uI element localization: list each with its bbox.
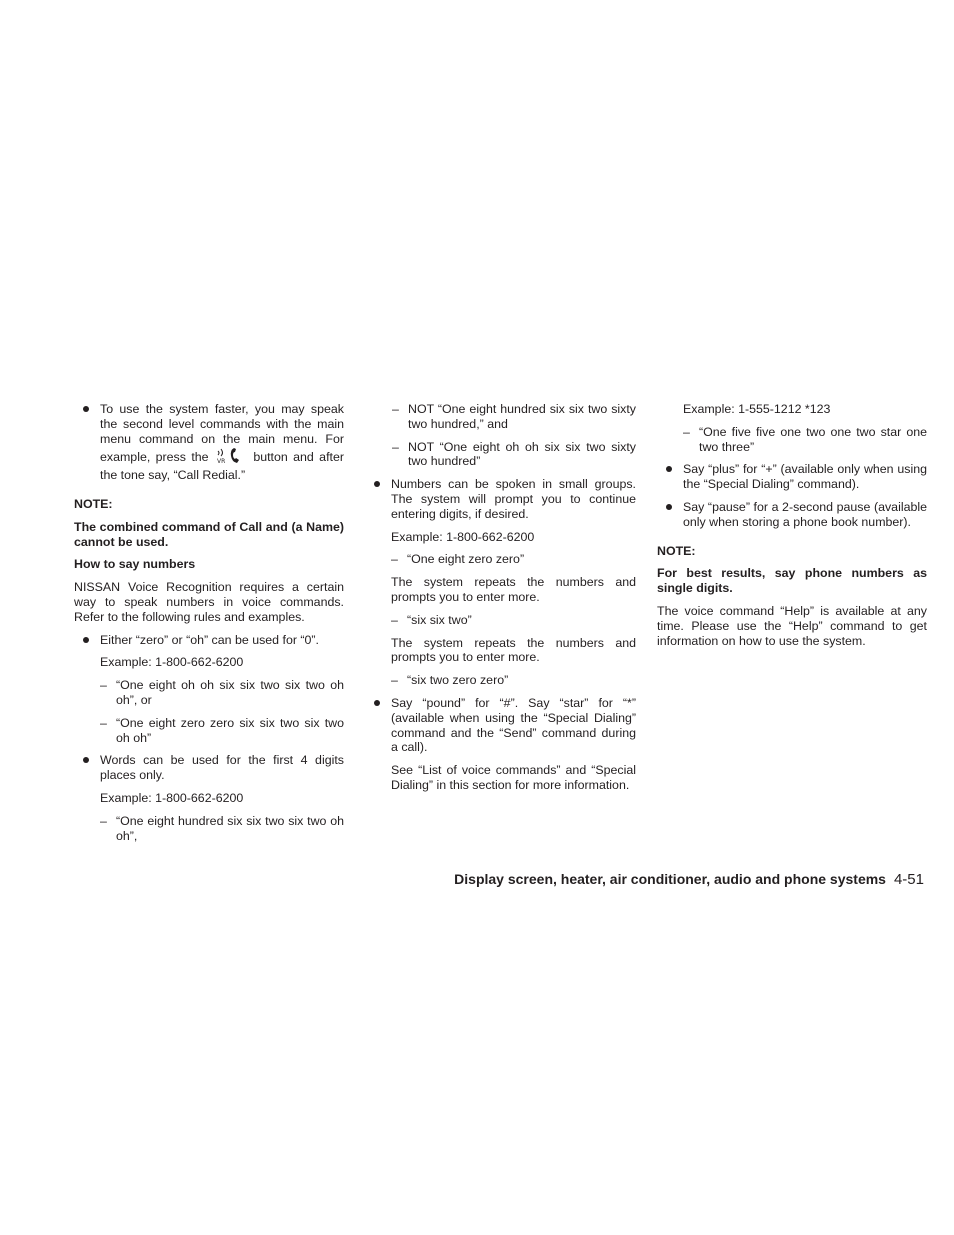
see-reference-text: See “List of voice commands” and “Special Dialing” in this section for more information. (391, 763, 636, 792)
bullet-dot (666, 466, 672, 472)
dash-item: – “One eight oh oh six six two six two oh oh”, or (100, 678, 344, 707)
footer-section-title: Display screen, heater, air conditioner, audio and phone systems (454, 871, 886, 887)
bullet-dot (374, 481, 380, 487)
phone-voice-icon (216, 446, 246, 468)
dash-item: – “One eight hundred six six two six two oh oh”, (100, 813, 344, 843)
bullet-dot (83, 406, 89, 412)
example-text: Example: 1-800-662-6200 (100, 790, 244, 805)
example-text: Example: 1-800-662-6200 (391, 529, 535, 544)
repeat-text: The system repeats the numbers and prompts you to enter more. (391, 575, 636, 604)
bullet-pause: Say “pause” for a 2-second pause (available only when storing a phone book number). (657, 500, 927, 530)
bullet-dot (666, 504, 672, 510)
bullet-zero-oh: Either “zero” or “oh” can be used for “0”. (74, 633, 344, 648)
intro-paragraph: NISSAN Voice Recognition requires a certain way to speak numbers in voice commands. Refer to the following rules and examples. (74, 580, 344, 624)
dash-item: – “six six two” (391, 612, 472, 627)
column-left (74, 402, 344, 851)
bullet-small-groups: Numbers can be spoken in small groups. The system will prompt you to continue entering digits, if desired. (374, 477, 636, 521)
svg-text:VR: VR (216, 458, 226, 465)
dash-item: – “One eight zero zero six six two six two oh oh” (100, 715, 344, 745)
note-heading: NOTE: (657, 543, 696, 558)
bullet-words-first-digits: Words can be used for the first 4 digits places only. (74, 753, 344, 783)
repeat-text: The system repeats the numbers and prompts you to enter more. (391, 635, 636, 665)
bullet-dot (83, 757, 89, 763)
dash-item: – “One five five one two one two star one two three” (683, 424, 927, 454)
dash-item: – NOT “One eight hundred six six two sixty two hundred,” and (392, 402, 636, 431)
bullet-dot (83, 637, 89, 643)
bullet-use-system-faster: To use the system faster, you may speak the second level commands with the main menu command on the main menu. For example, press the VR button and after the tone say, “Call Redial.” (74, 402, 344, 483)
note-heading: NOTE: (74, 496, 113, 511)
dash-item: – NOT “One eight oh oh six six two sixty two hundred” (392, 439, 636, 469)
note-text: For best results, say phone numbers as single digits. (657, 566, 927, 596)
page-footer (454, 872, 924, 888)
how-to-say-numbers-heading: How to say numbers (74, 557, 196, 572)
bullet-plus: Say “plus” for “+” (available only when using the “Special Dialing” command). (657, 462, 927, 492)
help-paragraph: The voice command “Help” is available at any time. Please use the “Help” command to get information on how to use the system. (657, 603, 927, 648)
bullet-dot (374, 700, 380, 706)
bullet-pound-star: Say “pound” for “#”. Say “star” for “*” (available when using the “Special Dialing” command and the “Send” command during a call). (374, 696, 636, 755)
column-middle (374, 402, 636, 801)
column-right (657, 402, 927, 656)
example-text: Example: 1-800-662-6200 (100, 655, 244, 670)
dash-item: – “One eight zero zero” (391, 552, 525, 567)
page-number: 4-51 (893, 871, 924, 888)
example-text: Example: 1-555-1212 *123 (683, 402, 831, 416)
note-text: The combined command of Call and (a Name) cannot be used. (74, 519, 344, 549)
dash-item: – “six two zero zero” (391, 673, 509, 688)
